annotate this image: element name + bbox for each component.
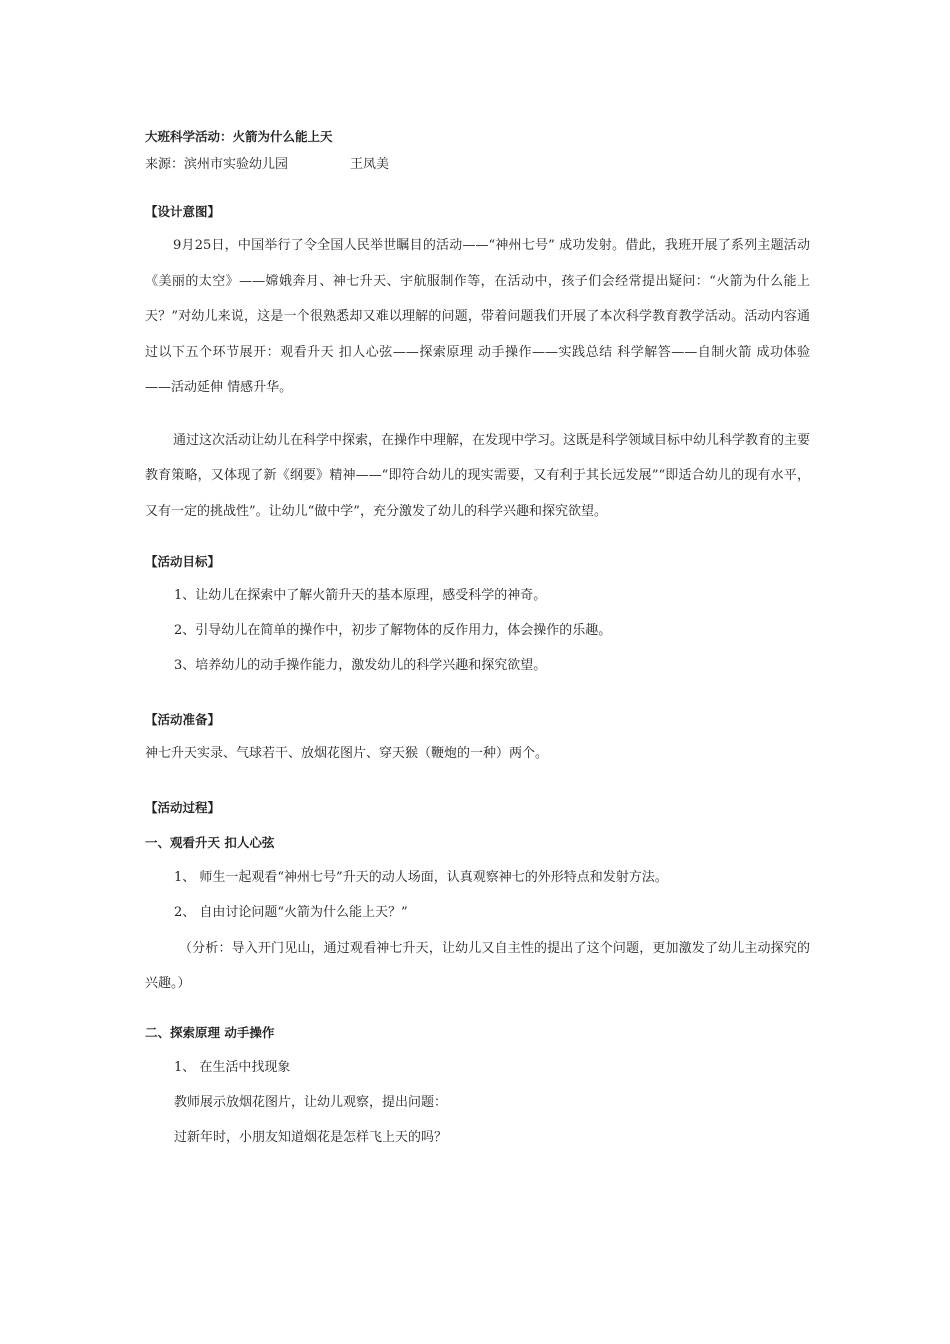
process-part1-note: （分析：导入开门见山，通过观看神七升天，让幼儿又自主性的提出了这个问题，更加激发了幼儿主动探究的兴趣。） bbox=[145, 941, 810, 991]
design-intent-heading: 【设计意图】 bbox=[145, 204, 221, 219]
author-name: 王凤美 bbox=[350, 157, 390, 172]
document-body bbox=[145, 125, 810, 1150]
goal-item: 3、培养幼儿的动手操作能力，激发幼儿的科学兴趣和探究欲望。 bbox=[174, 658, 547, 673]
design-intent-paragraph-2: 通过这次活动让幼儿在科学中探索，在操作中理解，在发现中学习。这既是科学领域目标中幼儿科学教育的主要教育策略，又体现了新《纲要》精神——“即符合幼儿的现实需要，又有利于其长远发展”“即适合幼儿的现有水平，又有一定的挑战性”。让幼儿“做中学”，充分激发了幼儿的科学兴趣和探究欲望。 bbox=[145, 432, 811, 519]
source-line bbox=[145, 153, 810, 177]
process-part1-item: 1、 师生一起观看“神州七号”升天的动人场面，认真观察神七的外形特点和发射方法。 bbox=[174, 870, 668, 885]
goal-item: 2、引导幼儿在简单的操作中，初步了解物体的反作用力，体会操作的乐趣。 bbox=[174, 623, 612, 638]
goal-item: 1、让幼儿在探索中了解火箭升天的基本原理，感受科学的神奇。 bbox=[174, 588, 547, 603]
preparation-heading: 【活动准备】 bbox=[145, 712, 221, 727]
source-label: 来源：滨州市实验幼儿园 bbox=[145, 157, 289, 172]
process-part1-heading: 一、观看升天 扣人心弦 bbox=[145, 835, 275, 850]
process-part2-item: 教师展示放烟花图片，让幼儿观察，提出问题： bbox=[174, 1095, 448, 1110]
process-part2-item: 1、 在生活中找现象 bbox=[174, 1060, 291, 1075]
process-part1-item: 2、 自由讨论问题“火箭为什么能上天？” bbox=[174, 905, 408, 920]
process-part2-heading: 二、探索原理 动手操作 bbox=[145, 1025, 275, 1040]
goals-heading: 【活动目标】 bbox=[145, 554, 221, 569]
document-title: 大班科学活动：火箭为什么能上天 bbox=[145, 129, 333, 144]
process-part2-item: 过新年时，小朋友知道烟花是怎样飞上天的吗？ bbox=[174, 1130, 448, 1145]
design-intent-paragraph-1: 9月25日，中国举行了令全国人民举世瞩目的活动——“神州七号” 成功发射。借此，我班开展了系列主题活动《美丽的太空》——嫦娥奔月、神七升天、宇航服制作等，在活动中，孩子们会经常提出疑问：“火箭为什么能上天？”对幼儿来说，这是一个很熟悉却又难以理解的问题，带着问题我们开展了本次科学教育教学活动。活动内容通过以下五个环节展开：观看升天 扣人心弦——探索原理 动手操作——实践总结 科学解答——自制火箭 成功体验——活动延伸 情感升华。 bbox=[145, 238, 810, 395]
preparation-text: 神七升天实录、气球若干、放烟花图片、穿天猴（鞭炮的一种）两个。 bbox=[145, 746, 549, 761]
process-heading: 【活动过程】 bbox=[145, 800, 221, 815]
